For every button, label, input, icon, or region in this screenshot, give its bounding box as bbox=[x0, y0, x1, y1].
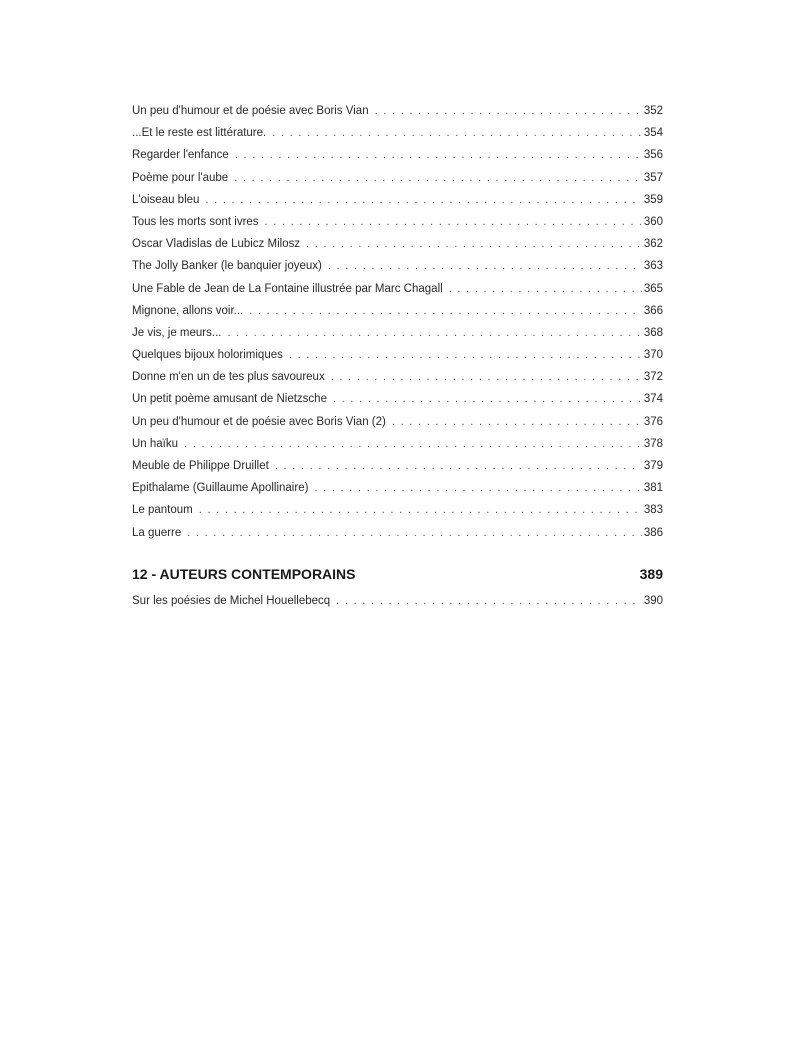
toc-entry[interactable] bbox=[132, 344, 663, 366]
toc-entry[interactable] bbox=[132, 300, 663, 322]
toc-entry-title: The Jolly Banker (le banquier joyeux) bbox=[132, 260, 322, 273]
toc-entry-page-number: 390 bbox=[643, 594, 663, 607]
dot-leader bbox=[449, 278, 642, 300]
toc-entry[interactable] bbox=[132, 522, 663, 544]
toc-entry[interactable] bbox=[132, 278, 663, 300]
toc-entry-page-number: 381 bbox=[643, 482, 663, 495]
toc-entry-title: L'oiseau bleu bbox=[132, 193, 200, 206]
dot-leader bbox=[392, 411, 642, 433]
dot-leader bbox=[265, 211, 642, 233]
dot-leader bbox=[289, 344, 642, 366]
toc-entry-title: La guerre bbox=[132, 526, 182, 539]
toc-entry-title: Oscar Vladislas de Lubicz Milosz bbox=[132, 238, 301, 251]
toc-entry[interactable] bbox=[132, 100, 663, 122]
section-heading bbox=[132, 563, 663, 585]
toc-entry[interactable] bbox=[132, 590, 663, 612]
section-entry-list bbox=[132, 590, 663, 612]
toc-entry-page-number: 379 bbox=[643, 460, 663, 472]
toc-entry[interactable] bbox=[132, 455, 663, 477]
toc-entry-title: Le pantoum bbox=[132, 504, 193, 517]
dot-leader bbox=[375, 100, 642, 122]
toc-entry-list bbox=[132, 100, 663, 544]
toc-entry[interactable] bbox=[132, 499, 663, 521]
toc-entry-page-number: 359 bbox=[643, 193, 663, 206]
toc-entry-page-number: 368 bbox=[643, 326, 663, 339]
toc-entry[interactable] bbox=[132, 411, 663, 433]
toc-entry[interactable] bbox=[132, 211, 663, 233]
toc-entry-page-number: 370 bbox=[643, 349, 663, 362]
dot-leader bbox=[234, 167, 642, 189]
toc-entry[interactable] bbox=[132, 477, 663, 499]
toc-entry-title: Un peu d'humour et de poésie avec Boris Vian bbox=[132, 105, 369, 117]
toc-entry-title: Un petit poème amusant de Nietzsche bbox=[132, 393, 327, 406]
toc-entry-page-number: 356 bbox=[643, 149, 663, 162]
toc-entry[interactable] bbox=[132, 167, 663, 189]
toc-entry[interactable] bbox=[132, 233, 663, 255]
toc-entry-page-number: 383 bbox=[643, 504, 663, 517]
dot-leader bbox=[333, 388, 642, 410]
toc-entry-title: ...Et le reste est littérature. bbox=[132, 127, 267, 140]
toc-entry-title: Epithalame (Guillaume Apollinaire) bbox=[132, 482, 309, 495]
dot-leader bbox=[184, 433, 642, 455]
toc-entry-page-number: 374 bbox=[643, 393, 663, 406]
toc-entry[interactable] bbox=[132, 366, 663, 388]
toc-entry-title: Je vis, je meurs... bbox=[132, 326, 222, 339]
toc-entry-title: Un peu d'humour et de poésie avec Boris Vian (2) bbox=[132, 415, 386, 428]
toc-entry-page-number: 378 bbox=[643, 437, 663, 450]
dot-leader bbox=[331, 366, 642, 388]
toc-entry-page-number: 362 bbox=[643, 238, 663, 251]
toc-entry-title: Donne m'en un de tes plus savoureux bbox=[132, 371, 325, 384]
toc-entry-page-number: 366 bbox=[643, 304, 663, 317]
dot-leader bbox=[328, 255, 642, 277]
toc-entry-title: Meuble de Philippe Druillet bbox=[132, 460, 269, 472]
section-title: 12 - AUTEURS CONTEMPORAINS bbox=[132, 565, 356, 582]
toc-entry[interactable] bbox=[132, 255, 663, 277]
toc-entry[interactable] bbox=[132, 189, 663, 211]
dot-leader bbox=[227, 322, 641, 344]
toc-entry-page-number: 354 bbox=[643, 127, 663, 140]
toc-entry-page-number: 360 bbox=[643, 215, 663, 228]
dot-leader bbox=[249, 300, 642, 322]
toc-entry-page-number: 352 bbox=[643, 105, 663, 117]
dot-leader bbox=[314, 477, 641, 499]
toc-entry-title: Sur les poésies de Michel Houellebecq bbox=[132, 594, 331, 607]
dot-leader bbox=[275, 455, 642, 477]
toc-entry-title: Poème pour l'aube bbox=[132, 171, 229, 184]
section-page-number: 389 bbox=[639, 565, 663, 582]
dot-leader bbox=[272, 122, 642, 144]
toc-entry-page-number: 372 bbox=[643, 371, 663, 384]
dot-leader bbox=[336, 590, 642, 612]
dot-leader bbox=[306, 233, 642, 255]
toc-entry-page-number: 376 bbox=[643, 415, 663, 428]
table-of-contents bbox=[132, 100, 663, 612]
toc-entry-title: Un haïku bbox=[132, 437, 179, 450]
dot-leader bbox=[205, 189, 641, 211]
toc-entry-page-number: 365 bbox=[643, 282, 663, 295]
toc-entry-page-number: 363 bbox=[643, 260, 663, 273]
dot-leader bbox=[235, 144, 642, 166]
toc-entry[interactable] bbox=[132, 433, 663, 455]
dot-leader bbox=[187, 522, 642, 544]
toc-entry[interactable] bbox=[132, 144, 663, 166]
dot-leader bbox=[199, 499, 642, 521]
toc-entry-page-number: 386 bbox=[643, 526, 663, 539]
toc-entry-title: Mignone, allons voir... bbox=[132, 304, 244, 317]
toc-entry[interactable] bbox=[132, 388, 663, 410]
toc-entry-title: Quelques bijoux holorimiques bbox=[132, 349, 283, 362]
toc-entry[interactable] bbox=[132, 122, 663, 144]
toc-entry-title: Une Fable de Jean de La Fontaine illustrée par Marc Chagall bbox=[132, 282, 443, 295]
toc-entry[interactable] bbox=[132, 322, 663, 344]
toc-entry-page-number: 357 bbox=[643, 171, 663, 184]
toc-entry-title: Regarder l'enfance bbox=[132, 149, 229, 162]
toc-entry-title: Tous les morts sont ivres bbox=[132, 215, 259, 228]
